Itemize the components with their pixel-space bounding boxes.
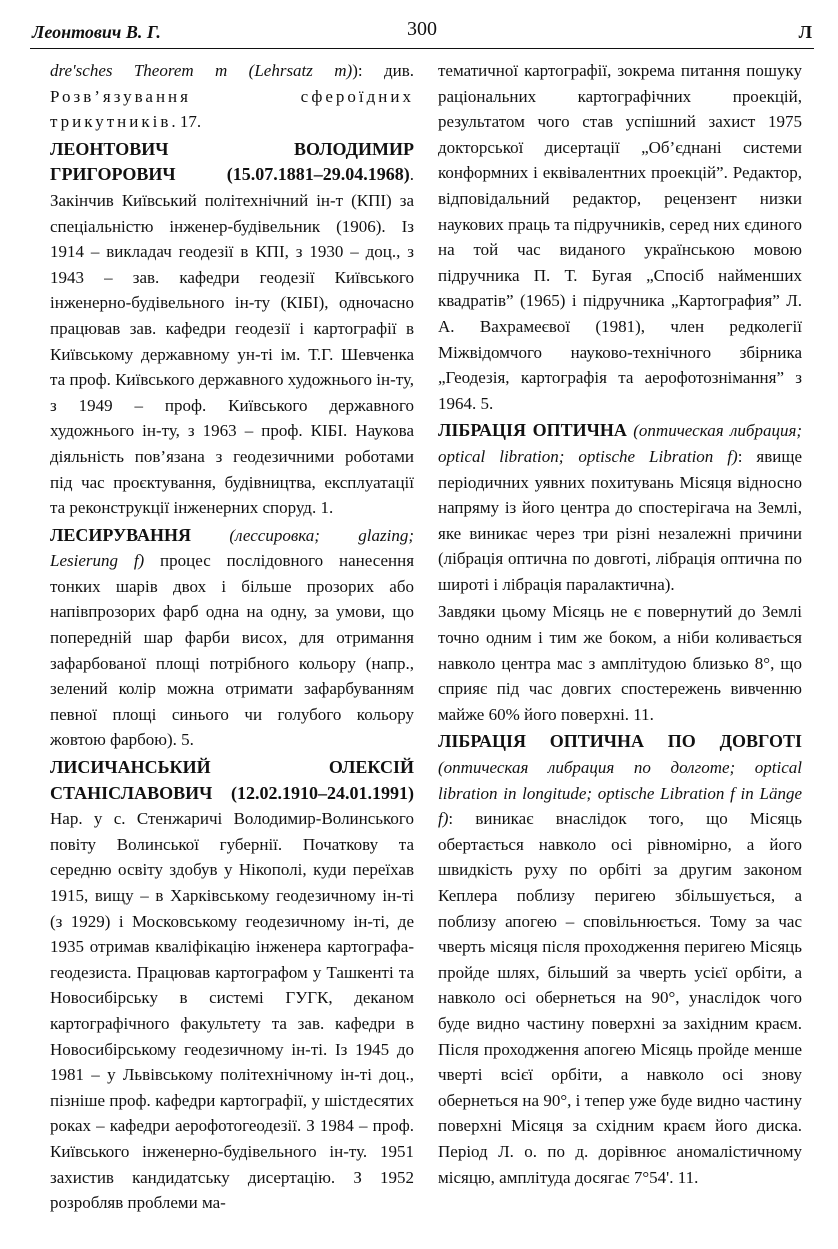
entry-body: Нар. у с. Стенжаричі Володимир-Волинського повіту Волинської губернії. Початкову та середню освіту здобув у Нікополі, куди переїхав 1915, вищу – в Харківському геодезичному ін-ті (з 1929) і Московському геодезичному ін-ті, де 1935 отримав кваліфікацію інженера картографа-геодезиста. Працював картографом у Ташкенті та Новосибірську в системі ГУГК, деканом картографічного факультету та зав. кафедри в Новосибірському геодезичному ін-ті. Із 1945 до 1981 – у Львівському політехнічному ін-ті доц., пізніше проф. кафедри картографії, у шістдесятих роках – кафедри аерофотогеодезії. З 1984 – проф. Київського інженерно-будівельного ін-ту. 1951 захистив кандидатську дисертацію. З 1952 розробляв проблеми ма- bbox=[50, 809, 414, 1213]
entry-headword: ЛІБРАЦІЯ ОПТИЧНА ПО ДОВГОТІ bbox=[438, 731, 802, 752]
running-head-letter: Л bbox=[798, 22, 812, 42]
entry-lesyruvannia bbox=[50, 523, 414, 753]
term-translation: (оптическая либрация; optical libration; optische Libration f) bbox=[438, 421, 802, 466]
entry-leontovych bbox=[50, 137, 414, 521]
term-translation: (лессировка; glazing; Lesierung f) bbox=[50, 525, 414, 571]
entry-body: : явище періодичних уявних похитувань Місяця відносно напряму із його центра до спостерігача на Землі, яке виникає через три різні незалежні причини (лібрація оптична по довготі, лібрація оптична по широті і лібрація паралактична). bbox=[438, 446, 802, 594]
entry-source: . 17. bbox=[171, 112, 202, 132]
entry-headword: ЛИСИЧАНСЬКИЙ ОЛЕКСІЙ СТАНІСЛАВОВИЧ (12.02.1910–24.01.1991) bbox=[50, 757, 414, 803]
entry-continuation bbox=[438, 58, 802, 416]
entry-body: . Закінчив Київський політехнічний ін-т (КПІ) за спеціальністю інженер-будівельник (1906). Із 1914 – викладач геодезії в КПІ, з 1930 – доц., з 1943 – зав. кафедри геодезії Київського інженерно-будівельного ін-ту (КІБІ), одночасно працював зав. кафедри геодезії і картографії в Київському державному ун-ті ім. Т.Г. Шевченка та проф. Київського державного художнього ін-ту, з 1949 – проф. Київського державного художнього ін-ту, з 1963 – проф. КІБІ. Наукова діяльність пов’язана з геодезичними роботами під час проєктування, будівництва, експлуатації та реконструкції інженерних споруд. 1. bbox=[50, 165, 414, 518]
page-number: 300 bbox=[407, 18, 437, 40]
right-column bbox=[438, 58, 802, 1238]
page-header bbox=[30, 16, 814, 49]
entry-body: Завдяки цьому Місяць не є повернутий до Землі точно одним і тим же боком, а ніби коливається навколо центра мас з амплітудою близько 8°, що сприяє під час довгих спостережень вивченню майже 60% його поверхні. 11. bbox=[438, 602, 802, 724]
entry-lysychanskyi bbox=[50, 755, 414, 1216]
entry-body: тематичної картографії, зокрема питання пошуку раціональних картографічних проекцій, результатом чого став успішний захист 1975 докторської дисертації „Об’єднані системи конформних і еквівалентних проекцій”. Редактор, відповідальний редактор, рецензент низки наукових праць та підручників, серед них єдиного на той час виданого українською мовою підручника П. Т. Бугая „Спосіб найменших квадратів” (1965) і підручника „Картография” Л. А. Вахрамеєвої (1981), член редколегії Міжвідомчого науково-технічного збірника „Геодезія, картографія та аерофотознімання” з 1964. 5. bbox=[438, 61, 802, 413]
entry-body: : виникає внаслідок того, що Місяць обертається навколо осі рівномірно, а його швидкість руху по орбіті за другим законом Кеплера поблизу перигею збільшується, а поблизу апогею – сповільнюється. Тому за час чверть місяця після проходження перигею Місяць пройде шлях, більший за чверть усієї орбіти, а навколо осі обернеться на 90°, унаслідок чого буде видно частину поверхні за західним краєм. Після проходження апогею Місяць пройде менше чверті всієї орбіти, а навколо осі знову обернеться на 90°, і тепер уже буде видно частину поверхні Місяця за східним краєм його диска. Період Л. о. по д. дорівнює аномалістичному місяцю, амплітуда досягає 7°54'. 11. bbox=[438, 809, 802, 1187]
cross-reference: Розв’язування сфероїдних трикутників bbox=[50, 86, 414, 132]
entry-body: процес послідовного нанесення тонких шарів двох і більше прозорих або напівпрозорих фарб одна на одну, за умови, що попередній шар фарби висох, для отримання зафарбованої площі потрібного кольору (напр., зелений колір можна отримати зафарбуванням певної площі синього чи голубого кольору жовтою фарбою). 5. bbox=[50, 551, 414, 750]
entry-headword: ЛЕСИРУВАННЯ bbox=[50, 524, 192, 545]
entry-paragraph bbox=[438, 599, 802, 727]
running-head-author: Леонтович В. Г. bbox=[32, 22, 161, 42]
entry-text: ): див. bbox=[352, 61, 414, 80]
entry-continuation bbox=[50, 58, 414, 135]
entry-headword: ЛЕОНТОВИЧ ВОЛОДИМИР ГРИГОРОВИЧ (15.07.1881–29.04.1968) bbox=[50, 138, 414, 185]
entry-libratsiia-po-dovhoti bbox=[438, 729, 802, 1190]
entry-headword: ЛІБРАЦІЯ ОПТИЧНА bbox=[438, 420, 627, 441]
term-translation: (оптическая либрация по долготе; optical libration in longitude; optische Libration f in Länge f) bbox=[438, 758, 802, 829]
entry-libratsiia-optychna bbox=[438, 418, 802, 597]
term-translation: dre'sches Theorem m (Lehrsatz m) bbox=[50, 61, 353, 80]
left-column bbox=[50, 58, 414, 1238]
